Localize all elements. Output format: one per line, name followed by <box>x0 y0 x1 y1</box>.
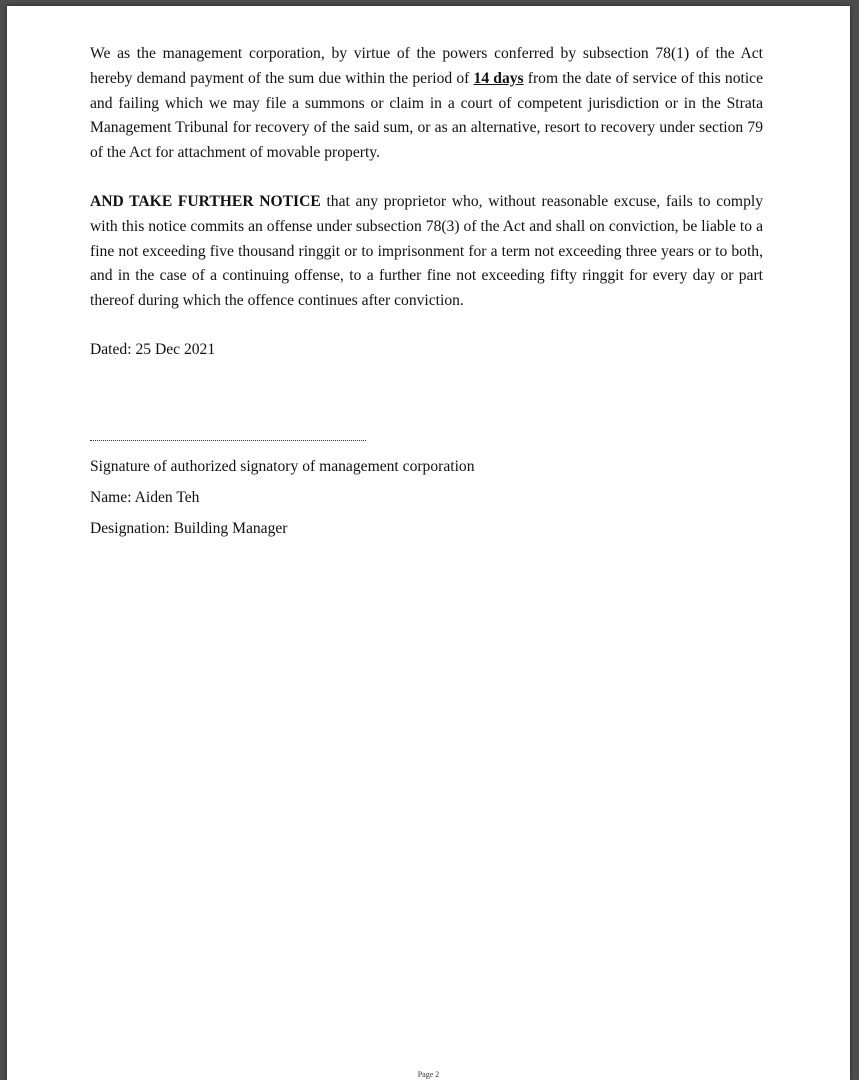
demand-text-before: We as the management corporation, by virtue of the powers conferred by subsection 78(1) of the Act hereby demand payment of the sum due within the period of <box>90 45 763 87</box>
further-notice-heading: AND TAKE FURTHER NOTICE <box>90 192 321 210</box>
date-line: Dated: 25 Dec 2021 <box>90 340 216 358</box>
document-page <box>7 6 850 1080</box>
payment-period: 14 days <box>473 69 524 87</box>
page-content <box>90 42 763 544</box>
signature-dotted-line <box>90 440 366 441</box>
demand-text-after: from the date of service of this notice and failing which we may file a summons or claim in a court of competent jurisdiction or in the Strata Management Tribunal for recovery of the said sum, or as an alternative, resort to recovery under section 79 of the Act for attachment of movable property. <box>90 69 763 162</box>
further-notice-paragraph <box>90 190 763 314</box>
signature-caption: Signature of authorized signatory of management corporation <box>90 457 475 475</box>
signatory-designation: Designation: Building Manager <box>90 519 288 537</box>
further-notice-text: that any proprietor who, without reasonable excuse, fails to comply with this notice commits an offense under subsection 78(3) of the Act and shall on conviction, be liable to a fine not exceeding five thousand ringgit or to imprisonment for a term not exceeding three years or to both, and in the case of a continuing offense, to a further fine not exceeding fifty ringgit for every day or part thereof during which the offence continues after conviction. <box>90 192 763 310</box>
signatory-name: Name: Aiden Teh <box>90 488 200 506</box>
demand-paragraph <box>90 42 763 166</box>
page-number-footer: Page 2 <box>417 1070 440 1079</box>
